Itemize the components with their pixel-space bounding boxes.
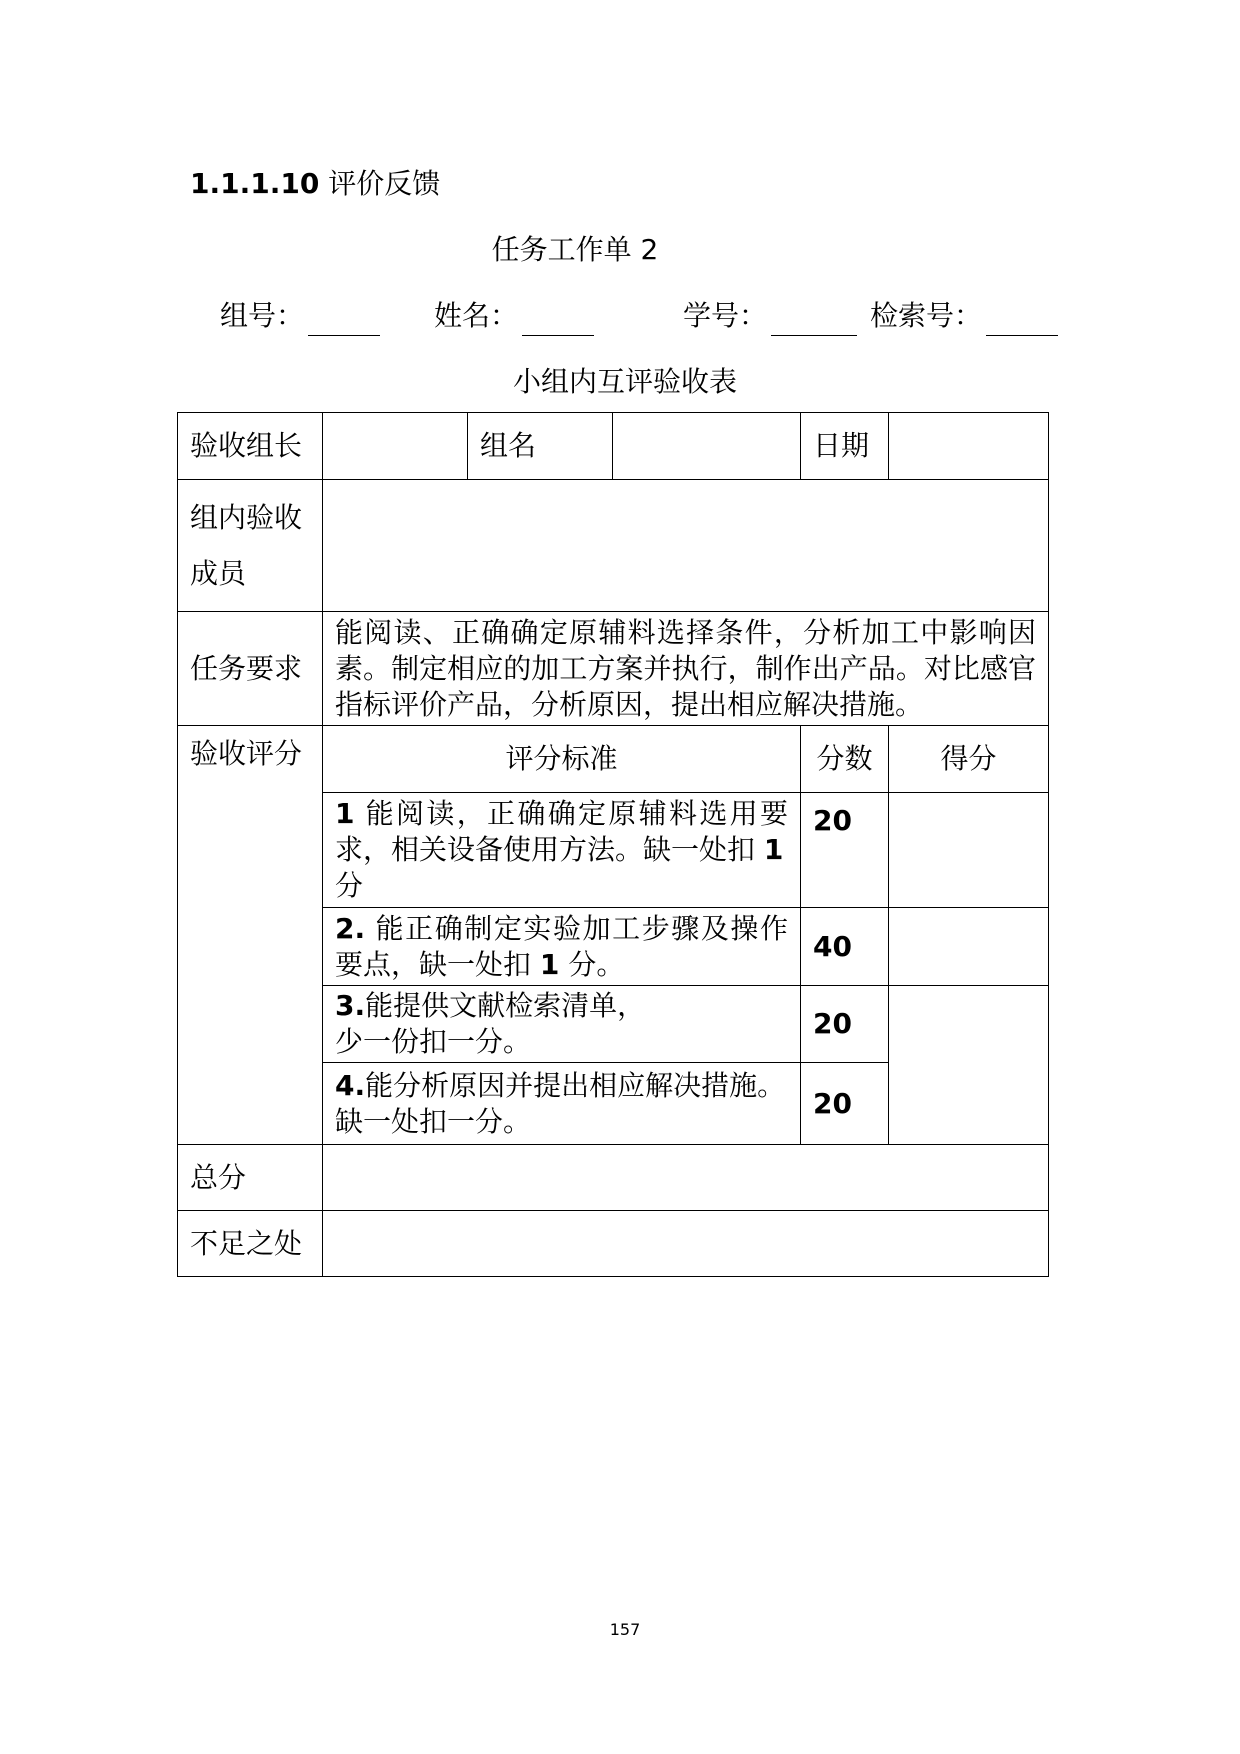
table-row-shortcomings [178, 1211, 1049, 1277]
table-row-leader [178, 413, 1049, 480]
worksheet-title [0, 230, 1150, 270]
criteria-points-cell: 20 [801, 986, 889, 1063]
section-heading [190, 164, 440, 204]
section-title: 评价反馈 [328, 167, 441, 200]
evaluation-table [177, 412, 1049, 1277]
criteria-cell [323, 793, 801, 908]
criteria-text: 能正确制定实验加工步骤及操作要点，缺一处扣 [335, 911, 788, 981]
criteria-score-cell[interactable] [889, 908, 1049, 986]
criteria-text: 能阅读，正确确定原辅料选用要求，相关设备使用方法。缺一处扣 [335, 797, 788, 866]
criteria-number: 3. [335, 989, 366, 1022]
date-value-cell[interactable] [889, 413, 1049, 480]
table-row-task [178, 612, 1049, 726]
group-number-label: 组号： [220, 299, 305, 332]
criteria-tail: 分 [335, 869, 364, 902]
search-number-label: 检索号： [870, 299, 983, 332]
criteria-score-cell[interactable] [889, 793, 1049, 908]
worksheet-title-text: 任务工作单 2 [491, 233, 659, 266]
group-number-blank[interactable] [308, 305, 380, 336]
criteria-cell [323, 986, 801, 1063]
total-label-cell: 总分 [178, 1145, 323, 1211]
page-number: 157 [609, 1620, 641, 1639]
table-title-text: 小组内互评验收表 [512, 365, 737, 398]
criteria-points-cell: 20 [801, 793, 889, 908]
scoring-label-cell: 验收评分 [178, 726, 323, 1145]
criteria-deduct: 1 [539, 947, 560, 981]
criteria-header-cell: 评分标准 [323, 726, 801, 793]
criteria-text-line2: 少一份扣一分。 [335, 1025, 532, 1058]
search-number-field [870, 296, 1058, 336]
members-label-cell: 组内验收成员 [178, 480, 323, 612]
criteria-text-line2: 缺一处扣一分。 [335, 1104, 532, 1138]
table-row-members [178, 480, 1049, 612]
search-number-blank[interactable] [986, 305, 1058, 336]
group-name-label-cell: 组名 [468, 413, 613, 480]
table-row-total [178, 1145, 1049, 1211]
student-id-blank[interactable] [771, 305, 857, 336]
group-number-field [220, 296, 380, 336]
leader-value-cell[interactable] [323, 413, 468, 480]
criteria-text: 能提供文献检索清单， [365, 989, 646, 1022]
student-id-label: 学号： [683, 299, 768, 332]
criteria-tail: 分。 [568, 947, 625, 981]
section-number: 1.1.1.10 [190, 167, 320, 200]
criteria-text: 能分析原因并提出相应解决措施。 [365, 1068, 786, 1102]
total-value-cell[interactable] [323, 1145, 1049, 1211]
name-field [434, 296, 594, 336]
points-header-cell: 分数 [801, 726, 889, 793]
student-id-field [683, 296, 857, 336]
group-name-value-cell[interactable] [613, 413, 801, 480]
criteria-score-cell[interactable] [889, 986, 1049, 1145]
name-label: 姓名： [434, 299, 519, 332]
criteria-number: 1 [335, 797, 355, 830]
score-header-cell: 得分 [889, 726, 1049, 793]
criteria-cell [323, 908, 801, 986]
criteria-number: 2. [335, 911, 366, 945]
date-label-cell: 日期 [801, 413, 889, 480]
criteria-cell [323, 1063, 801, 1145]
task-text-cell: 能阅读、正确确定原辅料选择条件，分析加工中影响因素。制定相应的加工方案并执行，制作出产品。对比感官指标评价产品，分析原因，提出相应解决措施。 [323, 612, 1049, 726]
leader-label-cell: 验收组长 [178, 413, 323, 480]
table-title [0, 362, 1240, 402]
shortcomings-label-cell: 不足之处 [178, 1211, 323, 1277]
name-blank[interactable] [522, 305, 594, 336]
shortcomings-value-cell[interactable] [323, 1211, 1049, 1277]
criteria-points-cell: 20 [801, 1063, 889, 1145]
task-label-cell: 任务要求 [178, 612, 323, 726]
criteria-points-cell: 40 [801, 908, 889, 986]
table-row-scoring-header [178, 726, 1049, 793]
members-value-cell[interactable] [323, 480, 1049, 612]
info-line [0, 296, 1240, 336]
criteria-deduct: 1 [763, 833, 784, 866]
criteria-number: 4. [335, 1068, 366, 1102]
